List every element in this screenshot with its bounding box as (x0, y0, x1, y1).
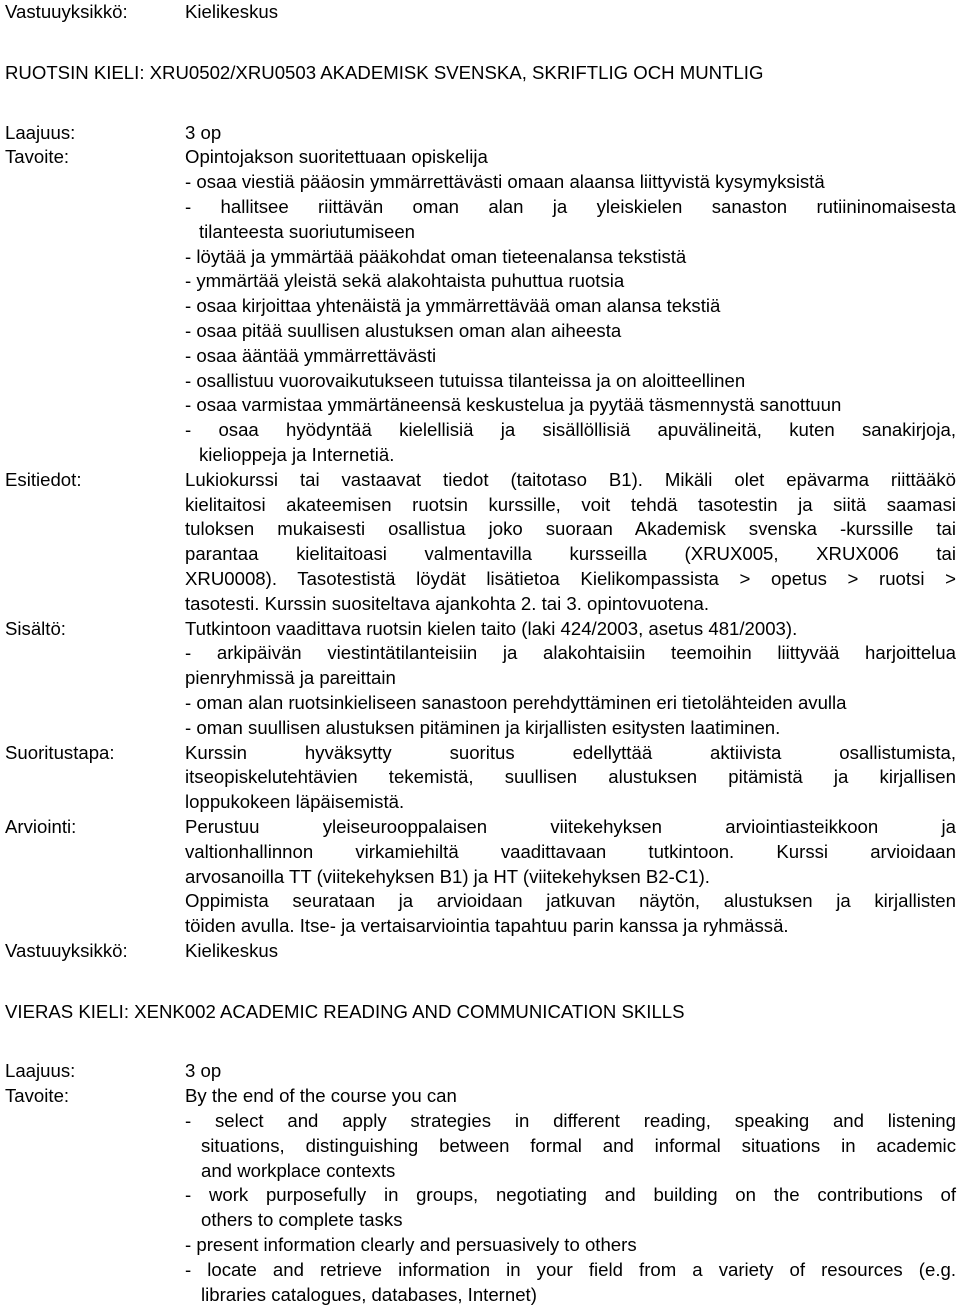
course1-sisalto-body (185, 617, 956, 741)
top-vastuuyksikko-label: Vastuuyksikkö: (5, 1, 128, 22)
course1-esitiedot-line: tasotesti. Kurssin suositeltava ajankohta 2. tai 3. opintovuotena. (185, 592, 710, 614)
course1-arviointi-body (185, 815, 956, 939)
course1-sisalto-line: Tutkintoon vaadittava ruotsin kielen taito (laki 424/2003, asetus 481/2003). (185, 617, 798, 639)
course1-tavoite-line: - osaa ääntää ymmärrettävästi (185, 344, 437, 366)
course1-esitiedot-body (185, 468, 956, 617)
course2-tavoite-line: - work purposefully in groups, negotiating and building on the contributions of (185, 1184, 956, 1206)
course2-tavoite-row (5, 1084, 956, 1307)
course2-tavoite-body (185, 1084, 956, 1307)
course1-tavoite-label: Tavoite: (5, 146, 70, 168)
course1-suoritustapa-row (5, 741, 956, 815)
course2-tavoite-line: situations, distinguishing between formal and informal situations in academic (201, 1134, 956, 1156)
course2-title: VIERAS KIELI: XENK002 ACADEMIC READING AND COMMUNICATION SKILLS (5, 1000, 685, 1022)
course2-tavoite-intro: By the end of the course you can (185, 1085, 457, 1107)
course2-tavoite-line: - locate and retrieve information in your field from a variety of resources (e.g. (185, 1258, 956, 1280)
course1-tavoite-line: - osaa hyödyntää kielellisiä ja sisällöllisiä apuvälineitä, kuten sanakirjoja, (185, 419, 956, 441)
course1-laajuus-label: Laajuus: (5, 121, 76, 143)
course1-sisalto-row (5, 617, 956, 741)
top-vastuuyksikko-value: Kielikeskus (185, 1, 279, 22)
course2-tavoite-line: and workplace contexts (201, 1159, 396, 1181)
course1-tavoite-body (185, 145, 956, 467)
course2-laajuus-value: 3 op (185, 1060, 222, 1082)
course1-vastuuyksikko-row (5, 939, 956, 964)
course1-arviointi-line: Oppimista seurataan ja arvioidaan jatkuvan näytön, alustuksen ja kirjallisten (185, 890, 956, 912)
course1-esitiedot-line: XRU0008). Tasotestistä löydät lisätietoa Kielikompassista > opetus > ruotsi > (185, 567, 956, 589)
course1-sisalto-line: pienryhmissä ja pareittain (185, 667, 396, 689)
course1-vastuuyksikko-label: Vastuuyksikkö: (5, 939, 128, 961)
course1-esitiedot-row (5, 468, 956, 617)
course1-arviointi-label: Arviointi: (5, 815, 77, 837)
course1-esitiedot-line: tuloksen mukaisesti osallistua joko suoraan Akademisk svenska -kurssille tai (185, 518, 956, 540)
course2-laajuus-row (5, 1059, 956, 1084)
course1-arviointi-row (5, 815, 956, 939)
course1-tavoite-intro: Opintojakson suoritettuaan opiskelija (185, 146, 488, 168)
course1-laajuus-value: 3 op (185, 121, 222, 143)
course1-tavoite-row (5, 145, 956, 467)
course1-suoritustapa-line: itseopiskelutehtävien tekemistä, suullisen alustuksen pitämistä ja kirjallisen (185, 766, 956, 788)
course1-tavoite-line: - osaa kirjoittaa yhtenäistä ja ymmärrettävää oman alansa tekstiä (185, 295, 721, 317)
course1-esitiedot-line: Lukiokurssi tai vastaavat tiedot (taitotaso B1). Mikäli olet epävarma riittääkö (185, 468, 956, 490)
course1-tavoite-line: - osallistuu vuorovaikutukseen tutuissa tilanteissa ja on aloitteellinen (185, 369, 746, 391)
course2-laajuus-label: Laajuus: (5, 1060, 76, 1082)
course1-arviointi-line: töiden avulla. Itse- ja vertaisarviointia tapahtuu parin kanssa ja ryhmässä. (185, 915, 789, 937)
course1-sisalto-label: Sisältö: (5, 617, 66, 639)
course1-sisalto-line: - oman suullisen alustuksen pitäminen ja kirjallisten esitysten laatiminen. (185, 716, 781, 738)
course1-sisalto-line: - arkipäivän viestintätilanteisiin ja alakohtaisiin teemoihin liittyvää harjoittelua (185, 642, 956, 664)
course1-tavoite-line: - osaa viestiä pääosin ymmärrettävästi omaan alaansa liittyvistä kysymyksistä (185, 171, 825, 193)
course1-suoritustapa-label: Suoritustapa: (5, 741, 115, 763)
course1-title: RUOTSIN KIELI: XRU0502/XRU0503 AKADEMISK SVENSKA, SKRIFTLIG OCH MUNTLIG (5, 61, 764, 83)
course2-tavoite-line: others to complete tasks (201, 1209, 403, 1231)
course1-tavoite-line: - osaa varmistaa ymmärtäneensä keskustelua ja pyytää täsmennystä sanottuun (185, 394, 842, 416)
course1-tavoite-line: - osaa pitää suullisen alustuksen oman alan aiheesta (185, 319, 622, 341)
course1-sisalto-line: - oman alan ruotsinkieliseen sanastoon perehdyttäminen eri tietolähteiden avulla (185, 691, 847, 713)
course2-tavoite-line: - present information clearly and persuasively to others (185, 1234, 637, 1256)
course1-suoritustapa-line: Kurssin hyväksytty suoritus edellyttää aktiivista osallistumista, (185, 741, 956, 763)
course1-esitiedot-label: Esitiedot: (5, 468, 82, 490)
course1-esitiedot-line: kielitaitosi akateemisen ruotsin kurssille, voit tehdä tasotestin ja siitä saamasi (185, 493, 956, 515)
course1-tavoite-line: tilanteesta suoriutumiseen (199, 220, 416, 242)
course1-suoritustapa-line: loppukokeen läpäisemistä. (185, 791, 405, 813)
course1-laajuus-row (5, 121, 956, 146)
course2-tavoite-line: libraries catalogues, databases, Internet) (201, 1283, 537, 1305)
course2-tavoite-label: Tavoite: (5, 1085, 70, 1107)
course1-suoritustapa-body (185, 741, 956, 815)
course1-tavoite-line: - hallitsee riittävän oman alan ja yleiskielen sanaston rutiininomaisesta (185, 195, 956, 217)
course1-arviointi-line: arvosanoilla TT (viitekehyksen B1) ja HT (viitekehyksen B2-C1). (185, 865, 710, 887)
course1-tavoite-line: kielioppeja ja Internetiä. (199, 443, 395, 465)
course1-arviointi-line: valtionhallinnon virkamiehiltä vaadittavaan tutkintoon. Kurssi arvioidaan (185, 840, 956, 862)
course2-tavoite-line: - select and apply strategies in different reading, speaking and listening (185, 1110, 956, 1132)
course1-esitiedot-line: parantaa kielitaitoasi valmentavilla kursseilla (XRUX005, XRUX006 tai (185, 543, 956, 565)
course1-tavoite-line: - löytää ja ymmärtää pääkohdat oman tieteenalansa tekstistä (185, 245, 687, 267)
top-vastuuyksikko-row (5, 0, 956, 25)
course1-vastuuyksikko-value: Kielikeskus (185, 939, 279, 961)
document-page (5, 0, 956, 1307)
course1-arviointi-line: Perustuu yleiseurooppalaisen viitekehyksen arviointiasteikkoon ja (185, 815, 956, 837)
course1-tavoite-line: - ymmärtää yleistä sekä alakohtaista puhuttua ruotsia (185, 270, 625, 292)
